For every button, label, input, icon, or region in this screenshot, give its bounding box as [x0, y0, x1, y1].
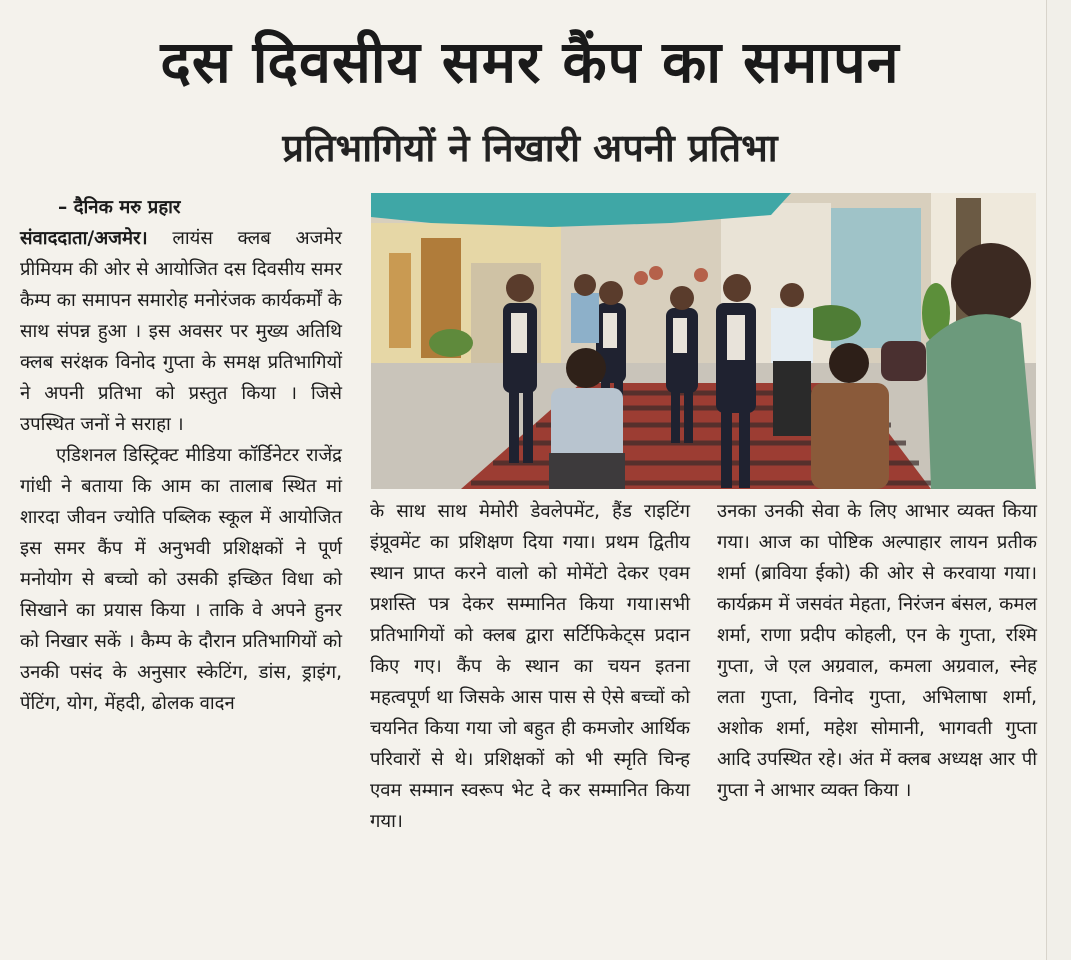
- article-column-1: [20, 192, 342, 719]
- lead-paragraph: [20, 223, 342, 440]
- paragraph-3: के साथ साथ मेमोरी डेवलेपमेंट, हैंड राइटिंग इंप्रूवमेंट का प्रशिक्षण दिया गया। प्रथम द्वितीय स्थान प्राप्त करने वालो को मोमेंटो देकर एवम प्रशस्ति पत्र देकर सम्मानित किया गया।सभी प्रतिभागियों को क्लब द्वारा सर्टिफिकेट्स प्रदान किए गए। कैंप के स्थान का चयन इतना महत्वपूर्ण था जिसके आस पास से ऐसे बच्चों को चयनित किया गया जो बहुत ही कमजोर आर्थिक परिवारों से थे। प्रशिक्षकों को भी स्मृति चिन्ह एवम सम्मान स्वरूप भेट दे कर सम्मानित किया गया।: [370, 501, 690, 832]
- paragraph-2: एडिशनल डिस्ट्रिक्ट मीडिया कॉर्डिनेटर राजेंद्र गांधी ने बताया कि आम का तालाब स्थित मां शारदा जीवन ज्योति पब्लिक स्कूल में आयोजित इस समर कैंप में अनुभवी प्रशिक्षकों ने पूर्ण मनोयोग से बच्चो को उसकी इच्छित विधा को सिखाने का प्रयास किया । ताकि वे अपने हुनर को निखार सकें । कैम्प के दौरान प्रतिभागियों को उनकी पसंद के अनुसार स्केटिंग, डांस, ड्राइंग, पेंटिंग, योग, मेंहदी, ढोलक वादन: [20, 445, 342, 714]
- paragraph-1: लायंस क्लब अजमेर प्रीमियम की ओर से आयोजित दस दिवसीय समर कैम्प का समापन समारोह मनोरंजक कार्यकर्मों के साथ संपन्न हुआ । इस अवसर पर मुख्य अतिथि क्लब सरंक्षक विनोद गुप्ता के समक्ष प्रतिभागियों ने अपनी प्रतिभा को प्रस्तुत किया । जिसे उपस्थित जनों ने सराहा ।: [20, 228, 343, 435]
- headline: दस दिवसीय समर कैंप का समापन: [160, 28, 900, 96]
- article-column-2: [370, 496, 690, 837]
- photo-illustration: [371, 193, 1036, 489]
- subheadline: प्रतिभागियों ने निखारी अपनी प्रतिभा: [282, 126, 778, 170]
- byline: – दैनिक मरु प्रहार: [58, 197, 181, 218]
- paragraph-4: उनका उनकी सेवा के लिए आभार व्यक्त किया गया। आज का पोष्टिक अल्पाहार लायन प्रतीक शर्मा (ब्राविया ईको) की ओर से करवाया गया। कार्यक्रम में जसवंत मेहता, निरंजन बंसल, कमल शर्मा, राणा प्रदीप कोहली, एन के गुप्ता, रश्मि गुप्ता, जे एल अग्रवाल, कमला अग्रवाल, स्नेह लता गुप्ता, विनोद गुप्ता, अभिलाषा शर्मा, अशोक शर्मा, महेश सोमानी, भागवती गुप्ता आदि उपस्थित रहे। अंत में क्लब अध्यक्ष आर पी गुप्ता ने आभार व्यक्त किया ।: [717, 501, 1037, 801]
- adjacent-article-edge: [1046, 0, 1071, 960]
- dateline: संवाददाता/अजमेर।: [20, 228, 148, 249]
- camp-group-photo: [371, 193, 1036, 489]
- article-column-3: [717, 496, 1037, 806]
